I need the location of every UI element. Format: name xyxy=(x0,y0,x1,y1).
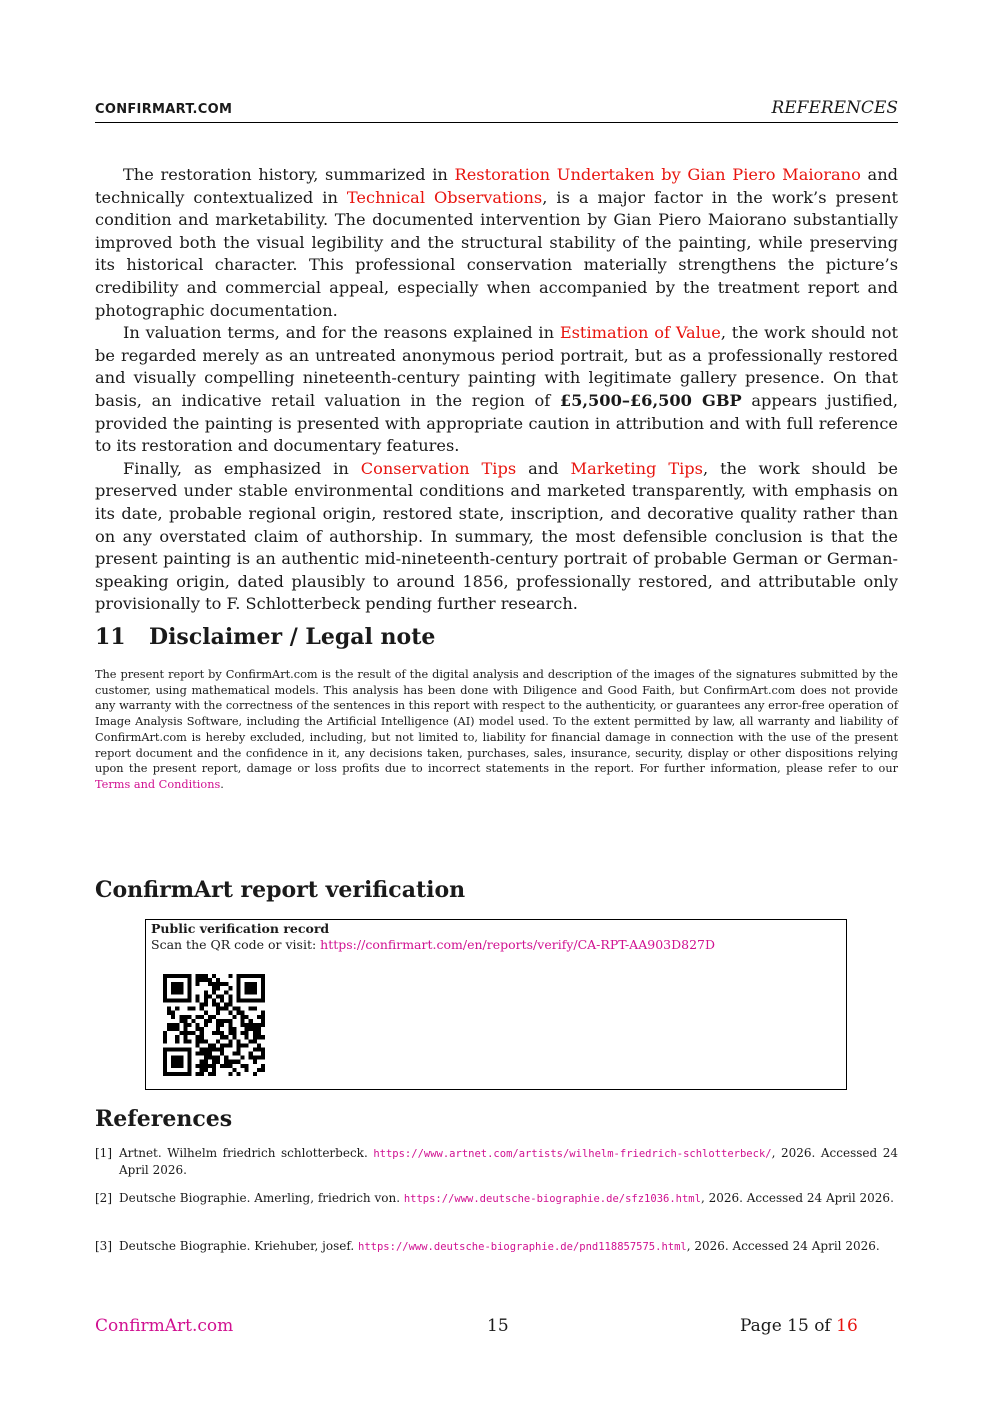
text: . xyxy=(220,777,224,791)
text: Deutsche Biographie. Kriehuber, josef. xyxy=(119,1239,359,1253)
paragraph-restoration xyxy=(95,164,898,322)
text: Page 15 of xyxy=(740,1316,837,1336)
text: , the work should not be regarded merely as an untreated anonymous period portrait, but as a professionally restored and visually compelling nineteenth-century painting with legitimate gallery presence. On that basis, an indicative retail valuation in the region of xyxy=(95,323,898,410)
verification-url-link[interactable]: https://confirmart.com/en/reports/verify/CA-RPT-AA903D827D xyxy=(320,937,715,952)
reference-item xyxy=(95,1238,898,1255)
reference-url-link[interactable]: https://www.deutsche-biographie.de/pnd118857575.html xyxy=(358,1241,687,1253)
link-restoration-undertaken[interactable]: Restoration Undertaken by Gian Piero Maiorano xyxy=(454,165,861,184)
footer-page-number: 15 xyxy=(487,1316,509,1336)
verification-box-title: Public verification record xyxy=(151,921,330,936)
verification-heading: ConfirmArt report verification xyxy=(95,877,466,903)
page-header xyxy=(95,98,898,123)
text: Scan the QR code or visit: xyxy=(151,937,321,952)
text: , 2026. Accessed 24 April 2026. xyxy=(119,1146,898,1177)
text: , 2026. Accessed 24 April 2026. xyxy=(686,1239,880,1253)
reference-text xyxy=(119,1145,898,1178)
text: and xyxy=(516,458,571,478)
conclusion-text xyxy=(95,164,898,616)
link-terms-and-conditions[interactable]: Terms and Conditions xyxy=(95,777,221,791)
text: Finally, as emphasized in xyxy=(123,458,361,478)
reference-url-link[interactable]: https://www.deutsche-biographie.de/sfz1036.html xyxy=(403,1193,701,1205)
qr-code-icon[interactable] xyxy=(163,974,265,1076)
reference-text xyxy=(119,1190,898,1207)
section-title: Disclaimer / Legal note xyxy=(149,624,436,650)
valuation-range: £5,500–£6,500 GBP xyxy=(559,390,742,410)
paragraph-summary xyxy=(95,458,898,616)
reference-item xyxy=(95,1145,898,1178)
text: and technically contextualized in xyxy=(95,165,898,207)
verification-box xyxy=(145,919,847,1090)
text: appears justified, provided the painting is presented with appropriate caution in attribution and with full reference to its restoration and documentary features. xyxy=(95,390,899,456)
text: Deutsche Biographie. Amerling, friedrich von. xyxy=(119,1191,404,1205)
references-heading: References xyxy=(95,1106,233,1132)
footer-page-of xyxy=(740,1316,858,1336)
verification-scan-line xyxy=(151,937,715,952)
link-estimation-of-value[interactable]: Estimation of Value xyxy=(559,323,721,343)
reference-item xyxy=(95,1190,898,1207)
disclaimer-text xyxy=(95,667,898,793)
footer-site-link[interactable]: ConfirmArt.com xyxy=(95,1316,234,1336)
link-technical-observations[interactable]: Technical Observations xyxy=(346,187,543,207)
paragraph-valuation xyxy=(95,322,898,458)
link-conservation-tips[interactable]: Conservation Tips xyxy=(360,458,517,478)
section-heading-disclaimer xyxy=(95,624,435,650)
running-header-section: REFERENCES xyxy=(771,98,898,118)
text: , 2026. Accessed 24 April 2026. xyxy=(700,1191,894,1205)
reference-label: [2] xyxy=(95,1191,112,1205)
reference-label: [1] xyxy=(95,1146,112,1160)
link-last-page[interactable]: 16 xyxy=(836,1316,858,1336)
text: Artnet. Wilhelm friedrich schlotterbeck. xyxy=(119,1146,374,1160)
reference-url-link[interactable]: https://www.artnet.com/artists/wilhelm-friedrich-schlotterbeck/ xyxy=(373,1148,772,1160)
reference-text xyxy=(119,1238,898,1255)
text: , is a major factor in the work’s present condition and marketability. The documented intervention by Gian Piero Maiorano substantially improved both the visual legibility and the structural stability of the painting, while preserving its historical character. This professional conservation materially strengthens the picture’s credibility and commercial appeal, especially when accompanied by the treatment report and photographic documentation. xyxy=(95,187,899,320)
confirmart-logo: CONFIRMART.COM xyxy=(95,102,233,117)
text: The present report by ConfirmArt.com is the result of the digital analysis and description of the images of the signatures submitted by the customer, using mathematical models. This analysis has been done with Diligence and Good Faith, but ConfirmArt.com does not provide any warranty with the correctness of the sentences in this report with respect to the authenticity, or guarantees any error-free operation of Image Analysis Software, including the Artificial Intelligence (AI) model used. To the extent permitted by law, all warranty and liability of ConfirmArt.com is hereby excluded, including, but not limited to, liability for financial damage in connection with the use of the present report document and the confidence in it, any decisions taken, purchases, sales, insurance, security, display or other dispositions relying upon the present report, damage or loss profits due to incorrect statements in the report. For further information, please refer to our xyxy=(95,668,898,776)
section-number: 11 xyxy=(95,624,126,650)
link-marketing-tips[interactable]: Marketing Tips xyxy=(570,458,703,478)
text: The restoration history, summarized in xyxy=(123,165,455,184)
reference-label: [3] xyxy=(95,1239,112,1253)
text: , the work should be preserved under stable environmental conditions and marketed transparently, with emphasis on its date, probable regional origin, restored state, inscription, and decorative quality rather than on any overstated claim of authorship. In summary, the most defensible conclusion is that the present painting is an authentic mid-nineteenth-century portrait of probable German or German-speaking origin, dated plausibly to around 1856, professionally restored, and attributable only provisionally to F. Schlotterbeck pending further research. xyxy=(95,458,899,614)
text: In valuation terms, and for the reasons explained in xyxy=(123,323,560,343)
